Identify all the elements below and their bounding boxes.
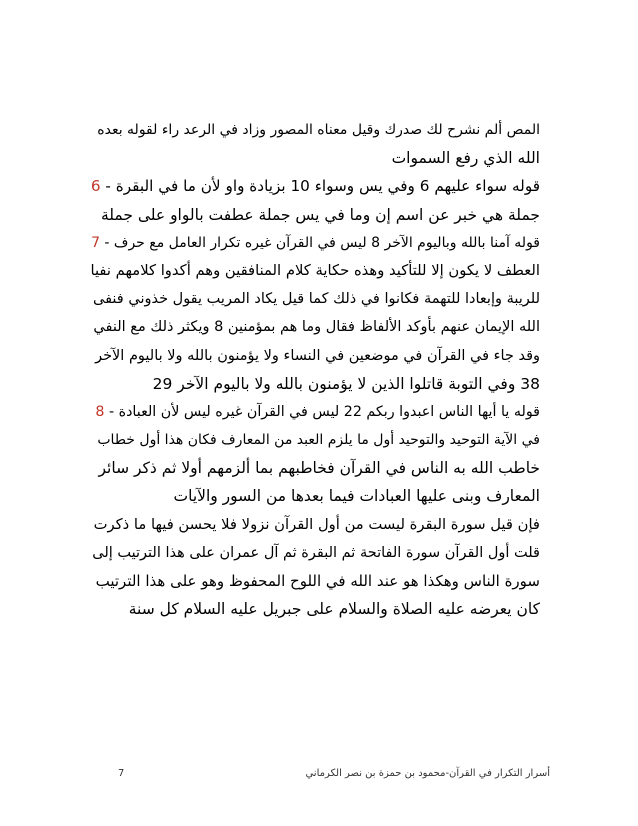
text-line: قلت أول القرآن سورة الفاتحة ثم البقرة ثم آل عمران على هذا الترتيب إلى xyxy=(92,544,540,561)
item-number: 6 xyxy=(90,177,101,196)
page-number: 7 xyxy=(118,768,125,779)
text-line: الله الإيمان عنهم بأوكد الألفاظ فقال وما هم بمؤمنين 8 ويكثر ذلك مع النفي xyxy=(93,319,540,336)
text-line: الله الذي رفع السموات xyxy=(391,149,540,168)
page-footer xyxy=(118,766,550,782)
line-text: قوله سواء عليهم 6 وفي يس وسواء 10 بزيادة واو لأن ما في البقرة - xyxy=(100,177,540,196)
text-line: المص ألم نشرح لك صدرك وقيل معناه المصور وزاد في الرعد راء لقوله بعده xyxy=(97,122,540,138)
item-number: 7 xyxy=(91,234,100,251)
text-line: في الآية التوحيد والتوحيد أول ما يلزم العبد من المعارف فكان هذا أول خطاب xyxy=(97,432,540,449)
line-text: قوله آمنا بالله وباليوم الآخر 8 ليس في القرآن غيره تكرار العامل مع حرف - xyxy=(99,234,540,251)
text-line: 38 وفي التوبة قاتلوا الذين لا يؤمنون بالله ولا باليوم الآخر 29 xyxy=(152,374,540,393)
text-line: فإن قيل سورة البقرة ليست من أول القرآن نزولا فلا يحسن فيها ما ذكرت xyxy=(93,515,540,533)
text-line: للريبة وإبعادا للتهمة فكانوا في ذلك كما قيل يكاد المريب يقول خذوني فنفى xyxy=(93,291,540,308)
text-line: العطف لا يكون إلا للتأكيد وهذه حكاية كلام المنافقين وهم أكدوا كلامهم نفيا xyxy=(90,261,540,279)
text-line: جملة هي خبر عن اسم إن وما في يس جملة عطفت بالواو على جملة xyxy=(100,205,540,224)
text-line: وقد جاء في القرآن في موضعين في النساء ولا يؤمنون بالله ولا باليوم الآخر xyxy=(95,347,540,364)
text-line: كان يعرضه عليه الصلاة والسلام على جبريل عليه السلام كل سنة xyxy=(128,600,540,619)
text-line xyxy=(90,229,540,257)
footer-title: أسرار التكرار في القرآن-محمود بن حمزة بن نصر الكرماني xyxy=(305,768,550,779)
text-line: سورة الناس وهكذا هو عند الله في اللوح المحفوظ وهو على هذا الترتيب xyxy=(95,572,540,590)
text-line: المعارف وبنى عليها العبادات فيما بعدها من السور والآيات xyxy=(173,487,540,506)
body-text xyxy=(90,116,540,623)
line-text: قوله يا أيها الناس اعبدوا ربكم 22 ليس في القرآن غيره ليس لأن العبادة - xyxy=(104,403,540,420)
text-line: خاطب الله به الناس في القرآن فخاطبهم بما ألزمهم أولا ثم ذكر سائر xyxy=(98,459,540,478)
text-line xyxy=(90,172,540,200)
item-number: 8 xyxy=(95,403,105,420)
text-line xyxy=(90,398,540,426)
